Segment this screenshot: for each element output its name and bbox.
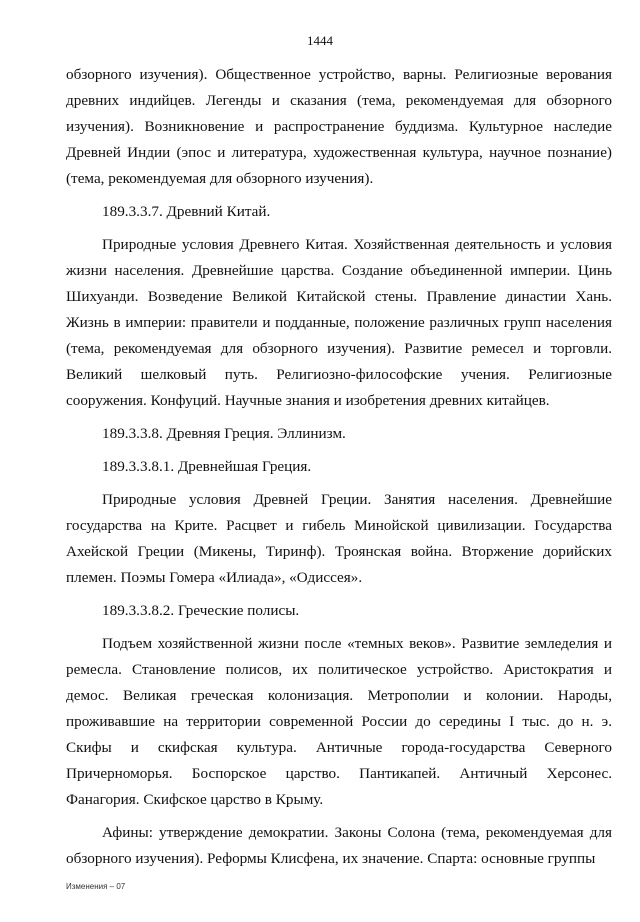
paragraph-athens-sparta: Афины: утверждение демократии. Законы Солона (тема, рекомендуемая для обзорного изучения). Реформы Клисфена, их значение. Спарта: основные группы	[66, 824, 612, 867]
section-heading-ancient-china: 189.3.3.7. Древний Китай.	[102, 203, 271, 220]
page-number: 1444	[307, 33, 333, 48]
paragraph-greek-polises: Подъем хозяйственной жизни после «темных веков». Развитие земледелия и ремесла. Становление полисов, их политическое устройство. Аристократия и демос. Великая греческая колонизация. Метрополии и колонии. Народы, проживавшие на территории современной России до середины I тыс. до н. э. Скифы и скифская культура. Античные города-государства Северного Причерноморья. Боспорское царство. Пантикапей. Античный Херсонес. Фанагория. Скифское царство в Крыму.	[66, 635, 612, 808]
paragraph-ancient-china: Природные условия Древнего Китая. Хозяйственная деятельность и условия жизни населения. Древнейшие царства. Создание объединенной империи. Цинь Шихуанди. Возведение Великой Китайской стены. Правление династии Хань. Жизнь в империи: правители и подданные, положение различных групп населения (тема, рекомендуемая для обзорного изучения). Развитие ремесел и торговли. Великий шелковый путь. Религиозно-философские учения. Религиозные сооружения. Конфуций. Научные знания и изобретения древних китайцев.	[66, 236, 612, 409]
footer-revision-note: Изменения – 07	[66, 882, 126, 891]
page-body	[66, 62, 612, 879]
section-heading-greek-polises: 189.3.3.8.2. Греческие полисы.	[102, 602, 300, 619]
section-heading-ancient-greece: 189.3.3.8. Древняя Греция. Эллинизм.	[102, 425, 346, 442]
section-heading-earliest-greece: 189.3.3.8.1. Древнейшая Греция.	[102, 458, 312, 475]
paragraph-earliest-greece: Природные условия Древней Греции. Занятия населения. Древнейшие государства на Крите. Расцвет и гибель Минойской цивилизации. Государства Ахейской Греции (Микены, Тиринф). Троянская война. Вторжение дорийских племен. Поэмы Гомера «Илиада», «Одиссея».	[66, 491, 612, 586]
paragraph-continuation: обзорного изучения). Общественное устройство, варны. Религиозные верования древних индийцев. Легенды и сказания (тема, рекомендуемая для обзорного изучения). Возникновение и распространение буддизма. Культурное наследие Древней Индии (эпос и литература, художественная культура, научное познание) (тема, рекомендуемая для обзорного изучения).	[66, 66, 612, 187]
